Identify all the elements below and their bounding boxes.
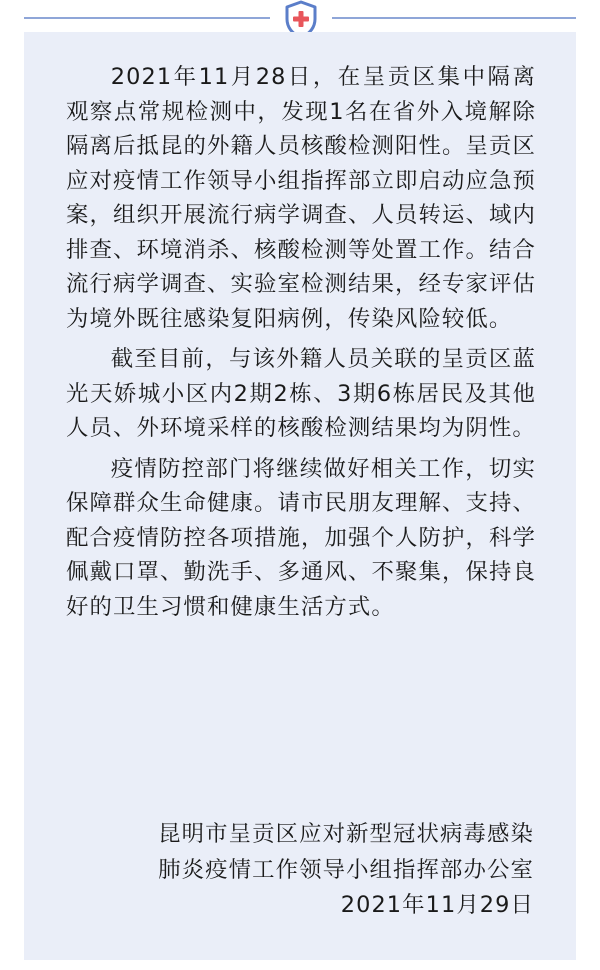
notice-body <box>66 60 536 630</box>
notice-paragraph-3: 疫情防控部门将继续做好相关工作，切实保障群众生命健康。请市民朋友理解、支持、配合疫情防控各项措施，加强个人防护，科学佩戴口罩、勤洗手、多通风、不聚集，保持良好的卫生习惯和健康生活方式。 <box>66 455 536 620</box>
header-divider-left <box>24 17 270 19</box>
notice-paragraph-2: 截至目前，与该外籍人员关联的呈贡区蓝光天娇城小区内2期2栋、3期6栋居民及其他人员、外环境采样的核酸检测结果均为阴性。 <box>66 346 536 441</box>
notice-paragraph-1: 2021年11月28日，在呈贡区集中隔离观察点常规检测中，发现1名在省外入境解除隔离后抵昆的外籍人员核酸检测阳性。呈贡区应对疫情工作领导小组指挥部立即启动应急预案，组织开展流行病学调查、人员转运、域内排查、环境消杀、核酸检测等处置工作。结合流行病学调查、实验室检测结果，经专家评估为境外既往感染复阳病例，传染风险较低。 <box>66 64 536 332</box>
signature-org-line-2: 肺炎疫情工作领导小组指挥部办公室 <box>158 856 534 883</box>
header-divider-right <box>332 17 576 19</box>
signature-org-line-1: 昆明市呈贡区应对新型冠状病毒感染 <box>158 821 534 847</box>
notice-signature <box>158 817 534 924</box>
signature-date: 2021年11月29日 <box>340 892 534 918</box>
